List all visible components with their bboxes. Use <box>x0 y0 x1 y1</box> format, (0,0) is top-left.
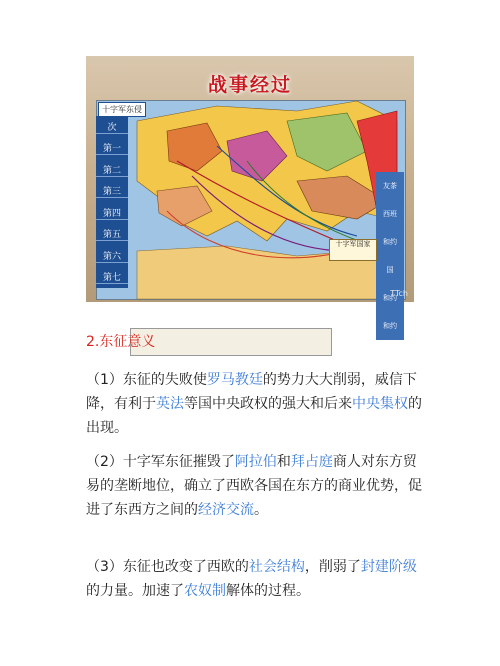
treaty-label: 和约 <box>383 294 397 302</box>
legend-row: 第六 <box>96 249 128 263</box>
legend-row: 次 <box>96 120 128 134</box>
text-run: 和 <box>276 454 291 470</box>
crusades-map-figure <box>86 56 414 330</box>
text-run: 的出现。 <box>86 396 422 436</box>
treaty-label: 和约 <box>383 238 397 246</box>
highlight-term: 英法 <box>156 396 184 412</box>
legend-row: 第二 <box>96 163 128 177</box>
treaty-label: 国 <box>386 266 394 274</box>
text-run: ，削弱了 <box>304 559 361 575</box>
treaty-label: 和约 <box>383 322 397 330</box>
legend-row: 第三 <box>96 184 128 198</box>
legend-row: 第一 <box>96 141 128 155</box>
treaty-label: 西班 <box>383 210 397 218</box>
highlight-term: 中央集权 <box>352 396 408 412</box>
legend-header: 十字军东侵 <box>98 102 146 117</box>
highlight-term: 阿拉伯 <box>234 454 277 470</box>
highlight-term: 经济交流 <box>198 502 254 518</box>
section-title: 2.东征意义 <box>86 334 156 350</box>
europe-map <box>96 100 406 300</box>
text-run: 等国中央政权的强大和后来 <box>184 396 352 412</box>
legend-row: 第四 <box>96 206 128 220</box>
crusade-legend <box>96 116 128 288</box>
text-run: （1）东征的失败使 <box>86 372 207 388</box>
text-run: 商人对东方贸易的垄断地位，确立了西欧各国在东方的商业优势，促进了东西方之间的 <box>86 454 422 518</box>
text-run: 。 <box>254 502 268 518</box>
highlight-term: 农奴制 <box>184 583 226 599</box>
text-run: （2）十字军东征摧毁了 <box>86 454 235 470</box>
paragraph-3 <box>86 555 424 603</box>
image-watermark: TTch <box>390 289 408 298</box>
highlight-term: 罗马教廷 <box>206 372 263 388</box>
paragraph-2 <box>86 450 424 522</box>
legend-row: 第七 <box>96 270 128 284</box>
highlight-term: 封建阶级 <box>360 559 417 575</box>
legend-row: 第五 <box>96 227 128 241</box>
highlight-term: 拜占庭 <box>290 454 333 470</box>
treaty-label: 友茶 <box>383 182 397 190</box>
route-legend-box <box>130 328 332 356</box>
paragraph-1 <box>86 368 424 440</box>
text-run: （3）东征也改变了西欧的 <box>86 559 249 575</box>
text-run: 解体的过程。 <box>226 583 310 599</box>
map-title: 战事经过 <box>207 74 292 96</box>
text-run: 的力量。加速了 <box>86 583 184 599</box>
treaty-legend <box>376 172 404 340</box>
crusader-states-box: 十字军国家 <box>329 239 377 261</box>
map-graphic <box>97 101 405 299</box>
text-run: 的势力大大削弱，威信下降，有利于 <box>86 372 417 412</box>
highlight-term: 社会结构 <box>248 559 305 575</box>
